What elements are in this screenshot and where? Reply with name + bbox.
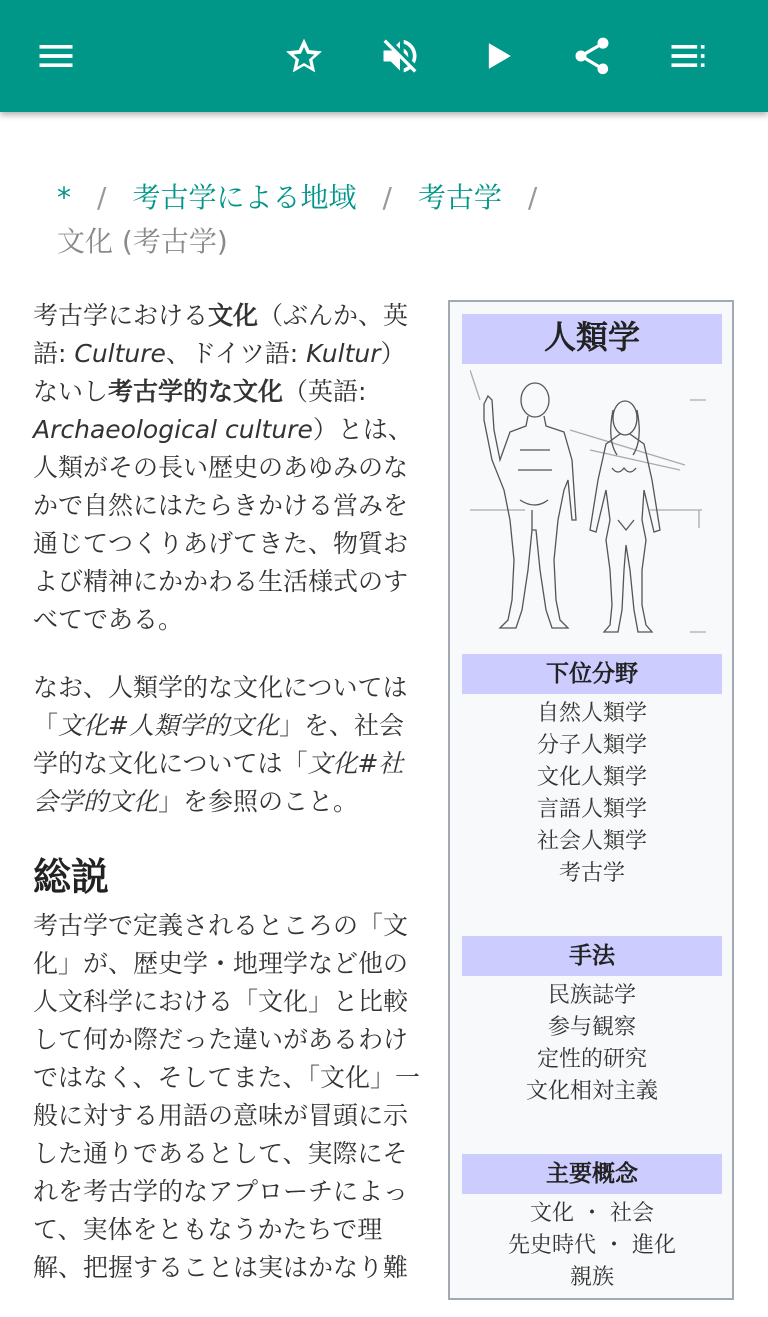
infobox-link[interactable]: 言語人類学 <box>536 797 647 822</box>
text-span: 」を参照のこと。 <box>158 787 359 816</box>
article-body <box>33 297 425 1317</box>
play-icon <box>476 34 520 78</box>
overview-paragraph: 考古学で定義されるところの「文化」が、歴史学・地理学など他の人文科学における「文化」と比較して何か際だった違いがあるわけではなく、そしてまた、「文化」一般に対する用語の意味が冒頭に示した通りであるとして、実際にそれを考古学的なアプローチによって、実体をともなうかたちで理解、把握することは実はかなり難 <box>33 911 421 1282</box>
infobox-link[interactable]: 親族 <box>569 1265 614 1290</box>
infobox-link[interactable]: 考古学 <box>558 861 625 886</box>
infobox-link[interactable]: 先史時代 ・ 進化 <box>508 1233 676 1258</box>
section-heading: 総説 <box>33 855 110 899</box>
text-span: （英語: <box>283 377 367 406</box>
app-bar <box>0 0 768 112</box>
share-icon <box>570 34 614 78</box>
see-also-link[interactable]: 文化#人類学的文化 <box>58 711 279 740</box>
infobox-list <box>462 980 722 1108</box>
bold-term: 文化 <box>208 301 259 330</box>
italic-term: Archaeological culture <box>33 415 313 444</box>
infobox-link[interactable]: 定性的研究 <box>536 1047 647 1072</box>
infobox-link[interactable]: 参与観察 <box>547 1015 636 1040</box>
infobox-link[interactable]: 分子人類学 <box>536 733 647 758</box>
infobox-title: 人類学 <box>462 314 722 364</box>
infobox-section-heading: 下位分野 <box>462 654 722 694</box>
text-span: 考古学における <box>33 301 209 330</box>
breadcrumb-separator: / <box>527 181 538 214</box>
volume-off-icon <box>378 34 422 78</box>
infobox <box>448 300 734 1300</box>
infobox-link[interactable]: 民族誌学 <box>547 983 636 1008</box>
see-also-link[interactable]: 文化#社会学的文化 <box>33 749 404 816</box>
breadcrumb-current: 文化 (考古学) <box>57 225 228 258</box>
breadcrumb <box>57 176 747 264</box>
text-span: ）ないし <box>33 339 406 406</box>
breadcrumb-separator: / <box>382 181 392 214</box>
menu-icon <box>34 34 78 78</box>
infobox-section-heading: 手法 <box>462 936 722 976</box>
infobox-link[interactable]: 社会人類学 <box>536 829 647 854</box>
share-button[interactable] <box>564 28 620 84</box>
text-span: 」を、社会学的な文化については「 <box>33 711 404 778</box>
menu-button[interactable] <box>28 28 84 84</box>
breadcrumb-separator: / <box>97 181 107 214</box>
breadcrumb-link-region[interactable]: 考古学による地域 <box>132 181 357 214</box>
note-paragraph <box>33 669 425 821</box>
text-span: （ぶんか、英語: <box>33 301 409 368</box>
human-figures-image <box>470 370 714 640</box>
mute-button[interactable] <box>372 28 428 84</box>
breadcrumb-root-link[interactable]: * <box>57 181 71 214</box>
breadcrumb-link-archaeology[interactable]: 考古学 <box>417 181 502 214</box>
infobox-link[interactable]: 自然人類学 <box>536 701 647 726</box>
italic-term: Culture <box>74 339 166 368</box>
infobox-link[interactable]: 文化人類学 <box>536 765 647 790</box>
star-icon <box>282 34 326 78</box>
infobox-section-heading: 主要概念 <box>462 1154 722 1194</box>
play-button[interactable] <box>470 28 526 84</box>
italic-term: Kultur <box>306 339 381 368</box>
more-button[interactable] <box>660 28 716 84</box>
infobox-link[interactable]: 文化相対主義 <box>525 1079 658 1104</box>
infobox-link[interactable]: 文化 ・ 社会 <box>530 1201 654 1226</box>
text-span: ）とは、人類がその長い歴史のあゆみのなかで自然にはたらきかける営みを通じてつくりあげてきた、物質および精神にかかわる生活様式のすべてである。 <box>33 415 413 634</box>
playlist-icon <box>666 34 710 78</box>
infobox-list <box>462 698 722 890</box>
text-span: なお、人類学的な文化については「 <box>33 673 408 740</box>
text-span: 、ドイツ語: <box>165 339 307 368</box>
intro-paragraph <box>33 297 425 639</box>
bold-term: 考古学的な文化 <box>108 377 284 406</box>
bookmark-button[interactable] <box>276 28 332 84</box>
